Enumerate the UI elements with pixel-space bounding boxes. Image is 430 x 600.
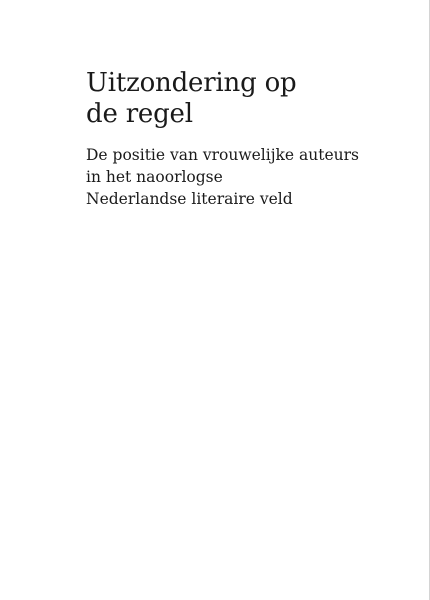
book-title-line-1: Uitzondering op bbox=[86, 68, 297, 98]
book-subtitle-line-1: De positie van vrouwelijke auteurs bbox=[86, 146, 359, 164]
book-title bbox=[86, 68, 406, 130]
book-title-line-2: de regel bbox=[86, 99, 193, 129]
book-subtitle-line-2: in het naoorlogse bbox=[86, 168, 223, 186]
title-block bbox=[86, 68, 406, 210]
book-subtitle-line-3: Nederlandse literaire veld bbox=[86, 190, 293, 208]
book-subtitle bbox=[86, 144, 406, 210]
